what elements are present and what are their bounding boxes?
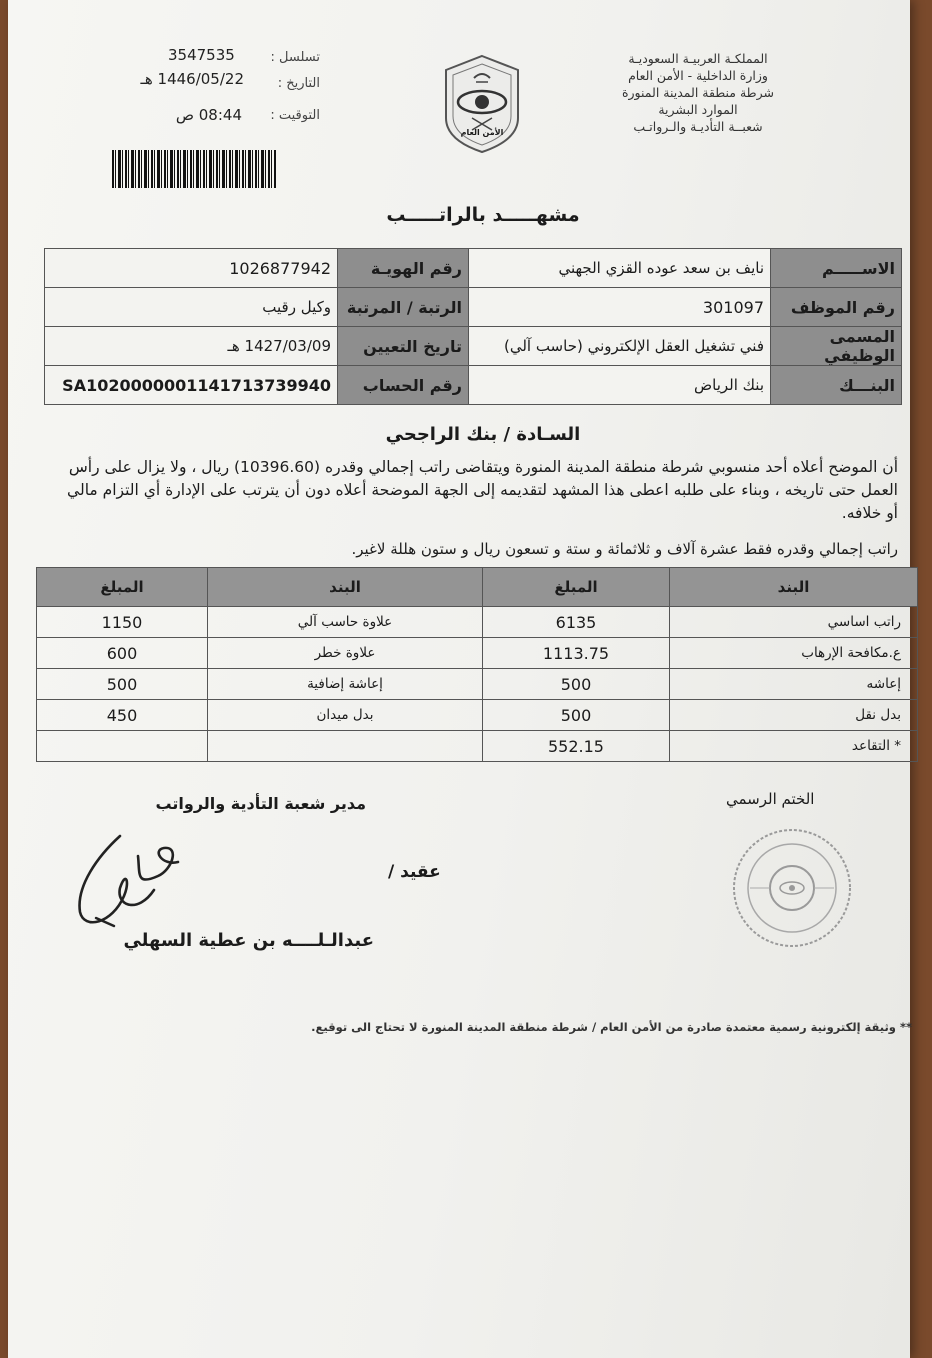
emp-value: 301097 bbox=[469, 288, 771, 327]
item-cell: * التقاعد bbox=[670, 731, 918, 762]
account-value: SA1020000001141713739940 bbox=[45, 366, 338, 405]
rank-value: وكيل رقيب bbox=[45, 288, 338, 327]
item-cell: علاوة خطر bbox=[208, 638, 483, 669]
amount-cell: 1150 bbox=[37, 607, 208, 638]
bank-label: البنـــك bbox=[771, 366, 902, 405]
time-value: 08:44 ص bbox=[175, 106, 242, 124]
col-header-amount: المبلغ bbox=[37, 568, 208, 607]
amount-cell: 552.15 bbox=[483, 731, 670, 762]
hire-date-value: 1427/03/09 هـ bbox=[45, 327, 338, 366]
item-cell: إعاشة إضافية bbox=[208, 669, 483, 700]
handwritten-signature bbox=[68, 826, 198, 936]
document-page bbox=[8, 0, 910, 1358]
amount-cell: 450 bbox=[37, 700, 208, 731]
serial-label: تسلسل : bbox=[270, 50, 320, 65]
manager-rank: عقيد / bbox=[388, 862, 441, 882]
item-cell: ع.مكافحة الإرهاب bbox=[670, 638, 918, 669]
barcode bbox=[112, 150, 276, 188]
time-label: التوقيت : bbox=[270, 108, 320, 123]
public-security-logo bbox=[432, 52, 532, 156]
table-row bbox=[37, 669, 918, 700]
logo-text: الأمن العام bbox=[460, 128, 504, 137]
date-label: التاريخ : bbox=[277, 76, 320, 91]
job-title-value: فني تشغيل العقل الإلكتروني (حاسب آلي) bbox=[469, 327, 771, 366]
org-line: وزارة الداخلية - الأمن العام bbox=[628, 68, 768, 83]
id-label: رقم الهويـة bbox=[338, 249, 469, 288]
addressee: السـادة / بنك الراجحي bbox=[385, 424, 581, 445]
serial-value: 3547535 bbox=[168, 46, 235, 64]
col-header-item: البند bbox=[670, 568, 918, 607]
employee-info-table bbox=[44, 248, 902, 405]
table-row bbox=[37, 607, 918, 638]
col-header-item: البند bbox=[208, 568, 483, 607]
org-line: شرطة منطقة المدينة المنورة bbox=[621, 85, 775, 100]
amount-cell: 1113.75 bbox=[483, 638, 670, 669]
table-row bbox=[37, 700, 918, 731]
amount-cell: 500 bbox=[483, 700, 670, 731]
job-title-label: المسمى الوظيفي bbox=[771, 327, 902, 366]
manager-title: مدير شعبة التأدية والرواتب bbox=[155, 794, 366, 813]
body-paragraph: أن الموضح أعلاه أحد منسوبي شرطة منطقة المدينة المنورة ويتقاضى راتب إجمالي وقدره (10396.60) ريال ، ولا يزال على رأس العمل حتى تاريخه ، وبناء على طلبه اعطى هذا المشهد لتقديمه إلى الجهة الموضحة أعلاه دون أن يترتب على الإدارة أي التزام مالي أو خلافه. bbox=[67, 458, 898, 522]
org-line: شعبــة التأديـة والـرواتـب bbox=[633, 119, 763, 134]
item-cell: بدل ميدان bbox=[208, 700, 483, 731]
salary-items-table bbox=[36, 567, 918, 762]
amount-cell: 600 bbox=[37, 638, 208, 669]
name-label: الاســـــم bbox=[771, 249, 902, 288]
col-header-amount: المبلغ bbox=[483, 568, 670, 607]
item-cell: علاوة حاسب آلي bbox=[208, 607, 483, 638]
manager-name: عبدالـلــــه بن عطية السهلي bbox=[123, 930, 374, 951]
date-value: 1446/05/22 هـ bbox=[140, 70, 244, 88]
rank-label: الرتبة / المرتبة bbox=[338, 288, 469, 327]
org-header bbox=[578, 50, 818, 135]
footer-note: ** وثيقة إلكترونية رسمية معتمدة صادرة من الأمن العام / شرطة منطقة المدينة المنورة لا تحتاج الى توقيع. bbox=[311, 1020, 912, 1034]
amount-cell bbox=[37, 731, 208, 762]
amount-cell: 500 bbox=[483, 669, 670, 700]
amount-cell: 6135 bbox=[483, 607, 670, 638]
bank-value: بنك الرياض bbox=[469, 366, 771, 405]
org-line: الموارد البشرية bbox=[658, 102, 738, 117]
name-value: نايف بن سعد عوده القزي الجهني bbox=[469, 249, 771, 288]
hire-date-label: تاريخ التعيين bbox=[338, 327, 469, 366]
amount-cell: 500 bbox=[37, 669, 208, 700]
item-cell: راتب اساسي bbox=[670, 607, 918, 638]
official-seal-stamp bbox=[730, 826, 854, 950]
total-in-words: راتب إجمالي وقدره فقط عشرة آلاف و ثلاثمائة و ستة و تسعون ريال و ستون هللة لاغير. bbox=[351, 540, 898, 558]
official-seal-label: الختم الرسمي bbox=[726, 790, 815, 808]
emp-label: رقم الموظف bbox=[771, 288, 902, 327]
account-label: رقم الحساب bbox=[338, 366, 469, 405]
item-cell: بدل نقل bbox=[670, 700, 918, 731]
org-line: المملكـة العربيـة السعوديـة bbox=[628, 51, 768, 66]
id-value: 1026877942 bbox=[45, 249, 338, 288]
item-cell: إعاشه bbox=[670, 669, 918, 700]
table-row bbox=[37, 731, 918, 762]
document-title: مشهـــــد بالراتـــــب bbox=[386, 204, 580, 226]
item-cell bbox=[208, 731, 483, 762]
table-row bbox=[37, 638, 918, 669]
